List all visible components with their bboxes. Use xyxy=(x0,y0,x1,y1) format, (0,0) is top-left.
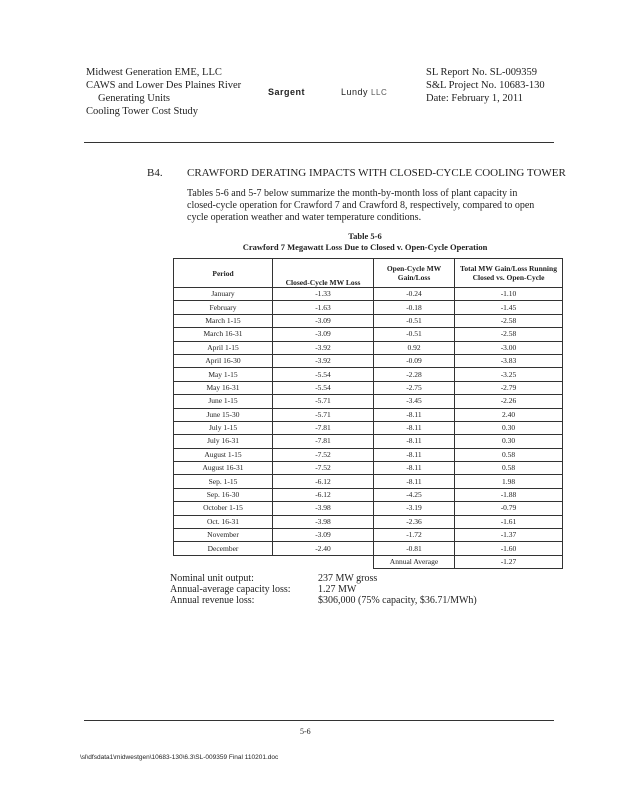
header-open-cycle: Open-Cycle MW Gain/Loss xyxy=(374,259,455,288)
period-cell: December xyxy=(174,542,273,555)
open-cycle-cell: -0.09 xyxy=(374,354,455,367)
summary-value: 237 MW gross xyxy=(318,573,378,584)
table-row xyxy=(174,314,563,327)
total-cell: -2.58 xyxy=(455,314,563,327)
table-row xyxy=(174,475,563,488)
table-row xyxy=(174,462,563,475)
closed-cycle-cell: -5.71 xyxy=(273,395,374,408)
total-cell: 2.40 xyxy=(455,408,563,421)
table-row xyxy=(174,408,563,421)
period-cell: July 1-15 xyxy=(174,421,273,434)
section-title: CRAWFORD DERATING IMPACTS WITH CLOSED-CYCLE COOLING TOWER xyxy=(187,167,566,179)
table-row xyxy=(174,529,563,542)
total-cell: -1.61 xyxy=(455,515,563,528)
header-right-block xyxy=(426,66,545,105)
summary-row xyxy=(170,573,477,584)
total-cell: -3.00 xyxy=(455,341,563,354)
closed-cycle-cell: -6.12 xyxy=(273,488,374,501)
summary-row xyxy=(170,595,477,606)
total-cell: -2.58 xyxy=(455,328,563,341)
total-cell: -2.79 xyxy=(455,381,563,394)
open-cycle-cell: -0.51 xyxy=(374,328,455,341)
section-number: B4. xyxy=(147,167,163,179)
closed-cycle-cell: -1.33 xyxy=(273,288,374,301)
total-cell: -1.88 xyxy=(455,488,563,501)
period-cell: May 1-15 xyxy=(174,368,273,381)
closed-cycle-cell: -5.54 xyxy=(273,381,374,394)
table-row xyxy=(174,354,563,367)
open-cycle-cell: -2.28 xyxy=(374,368,455,381)
open-cycle-cell: -8.11 xyxy=(374,462,455,475)
open-cycle-cell: -3.45 xyxy=(374,395,455,408)
table-row xyxy=(174,301,563,314)
period-cell: January xyxy=(174,288,273,301)
open-cycle-cell: -8.11 xyxy=(374,475,455,488)
open-cycle-cell: -0.18 xyxy=(374,301,455,314)
closed-cycle-cell: -3.92 xyxy=(273,354,374,367)
open-cycle-cell: -0.51 xyxy=(374,314,455,327)
page-number: 5-6 xyxy=(300,727,311,736)
period-cell: November xyxy=(174,529,273,542)
total-cell: 0.30 xyxy=(455,421,563,434)
table-title: Crawford 7 Megawatt Loss Due to Closed v. Open-Cycle Operation xyxy=(242,242,488,252)
table-row xyxy=(174,328,563,341)
annual-average-value: -1.27 xyxy=(455,555,563,568)
period-cell: April 16-30 xyxy=(174,354,273,367)
table-row xyxy=(174,341,563,354)
open-cycle-cell: 0.92 xyxy=(374,341,455,354)
table-row xyxy=(174,288,563,301)
project-name: CAWS and Lower Des Plaines River xyxy=(86,80,242,91)
project-number: S&L Project No. 10683-130 xyxy=(426,80,545,91)
header-left-block xyxy=(86,66,241,118)
period-cell: Oct. 16-31 xyxy=(174,515,273,528)
footer-divider xyxy=(84,720,554,721)
open-cycle-cell: -2.75 xyxy=(374,381,455,394)
company-name: Midwest Generation EME, LLC xyxy=(86,67,222,78)
closed-cycle-cell: -5.54 xyxy=(273,368,374,381)
closed-cycle-cell: -7.81 xyxy=(273,421,374,434)
open-cycle-cell: -8.11 xyxy=(374,421,455,434)
header-period: Period xyxy=(174,259,273,288)
total-cell: 1.98 xyxy=(455,475,563,488)
period-cell: July 16-31 xyxy=(174,435,273,448)
total-cell: 0.58 xyxy=(455,448,563,461)
header-total: Total MW Gain/Loss Running Closed vs. Open-Cycle xyxy=(455,259,563,288)
table-row xyxy=(174,488,563,501)
header-closed-cycle: Closed-Cycle MW Loss xyxy=(273,259,374,288)
open-cycle-cell: -2.36 xyxy=(374,515,455,528)
period-cell: June 1-15 xyxy=(174,395,273,408)
table-row xyxy=(174,368,563,381)
open-cycle-cell: -3.19 xyxy=(374,502,455,515)
period-cell: March 1-15 xyxy=(174,314,273,327)
summary-label: Annual-average capacity loss: xyxy=(170,584,291,595)
open-cycle-cell: -0.24 xyxy=(374,288,455,301)
report-number: SL Report No. SL-009359 xyxy=(426,67,538,78)
total-cell: 0.58 xyxy=(455,462,563,475)
period-cell: Sep. 1-15 xyxy=(174,475,273,488)
logo-lundy: Lundy LLC xyxy=(341,87,388,97)
total-cell: -3.83 xyxy=(455,354,563,367)
closed-cycle-cell: -3.09 xyxy=(273,314,374,327)
closed-cycle-cell: -3.92 xyxy=(273,341,374,354)
period-cell: March 16-31 xyxy=(174,328,273,341)
table-row xyxy=(174,435,563,448)
total-cell: -1.37 xyxy=(455,529,563,542)
file-path: \sl\dfsdata1\midwestgen\10683-130\6.3\SL-009359 Final 110201.doc xyxy=(80,754,279,761)
table-header-row xyxy=(174,259,563,288)
table-row xyxy=(174,515,563,528)
closed-cycle-cell: -3.98 xyxy=(273,502,374,515)
open-cycle-cell: -4.25 xyxy=(374,488,455,501)
closed-cycle-cell: -7.81 xyxy=(273,435,374,448)
open-cycle-cell: -0.81 xyxy=(374,542,455,555)
table-number: Table 5-6 xyxy=(348,231,382,241)
table-row xyxy=(174,502,563,515)
period-cell: Sep. 16-30 xyxy=(174,488,273,501)
summary-value: $306,000 (75% capacity, $36.71/MWh) xyxy=(318,595,477,606)
summary-label: Nominal unit output: xyxy=(170,573,254,584)
total-cell: -1.10 xyxy=(455,288,563,301)
period-cell: October 1-15 xyxy=(174,502,273,515)
project-subname: Generating Units xyxy=(98,93,171,104)
open-cycle-cell: -1.72 xyxy=(374,529,455,542)
closed-cycle-cell: -5.71 xyxy=(273,408,374,421)
period-cell: June 15-30 xyxy=(174,408,273,421)
logo-sargent: Sargent xyxy=(268,87,306,97)
summary-block xyxy=(170,573,477,606)
annual-average-label: Annual Average xyxy=(374,555,455,568)
section-heading xyxy=(147,167,566,179)
table-row xyxy=(174,395,563,408)
open-cycle-cell: -8.11 xyxy=(374,435,455,448)
summary-label: Annual revenue loss: xyxy=(170,595,255,606)
open-cycle-cell: -8.11 xyxy=(374,448,455,461)
report-date: Date: February 1, 2011 xyxy=(426,93,524,104)
total-cell: -1.60 xyxy=(455,542,563,555)
table-row xyxy=(174,381,563,394)
closed-cycle-cell: -6.12 xyxy=(273,475,374,488)
closed-cycle-cell: -3.09 xyxy=(273,529,374,542)
open-cycle-cell: -8.11 xyxy=(374,408,455,421)
closed-cycle-cell: -3.98 xyxy=(273,515,374,528)
closed-cycle-cell: -3.09 xyxy=(273,328,374,341)
header-divider xyxy=(84,142,554,143)
closed-cycle-cell: -2.40 xyxy=(273,542,374,555)
study-name: Cooling Tower Cost Study xyxy=(86,106,198,117)
table-row xyxy=(174,542,563,555)
table-row xyxy=(174,421,563,434)
closed-cycle-cell: -7.52 xyxy=(273,448,374,461)
total-cell: -3.25 xyxy=(455,368,563,381)
period-cell: April 1-15 xyxy=(174,341,273,354)
total-cell: -2.26 xyxy=(455,395,563,408)
period-cell: May 16-31 xyxy=(174,381,273,394)
closed-cycle-cell: -1.63 xyxy=(273,301,374,314)
total-cell: 0.30 xyxy=(455,435,563,448)
period-cell: August 16-31 xyxy=(174,462,273,475)
period-cell: February xyxy=(174,301,273,314)
megawatt-loss-table xyxy=(173,258,563,569)
table-row xyxy=(174,448,563,461)
summary-row xyxy=(170,584,477,595)
table-footer-row xyxy=(174,555,563,568)
closed-cycle-cell: -7.52 xyxy=(273,462,374,475)
section-paragraph: Tables 5-6 and 5-7 below summarize the month-by-month loss of plant capacity in closed-cycle operation for Crawford 7 and Crawford 8, respectively, compared to open cycle operation weather and water temperature conditions. xyxy=(187,188,535,223)
total-cell: -1.45 xyxy=(455,301,563,314)
summary-value: 1.27 MW xyxy=(318,584,357,595)
period-cell: August 1-15 xyxy=(174,448,273,461)
total-cell: -0.79 xyxy=(455,502,563,515)
